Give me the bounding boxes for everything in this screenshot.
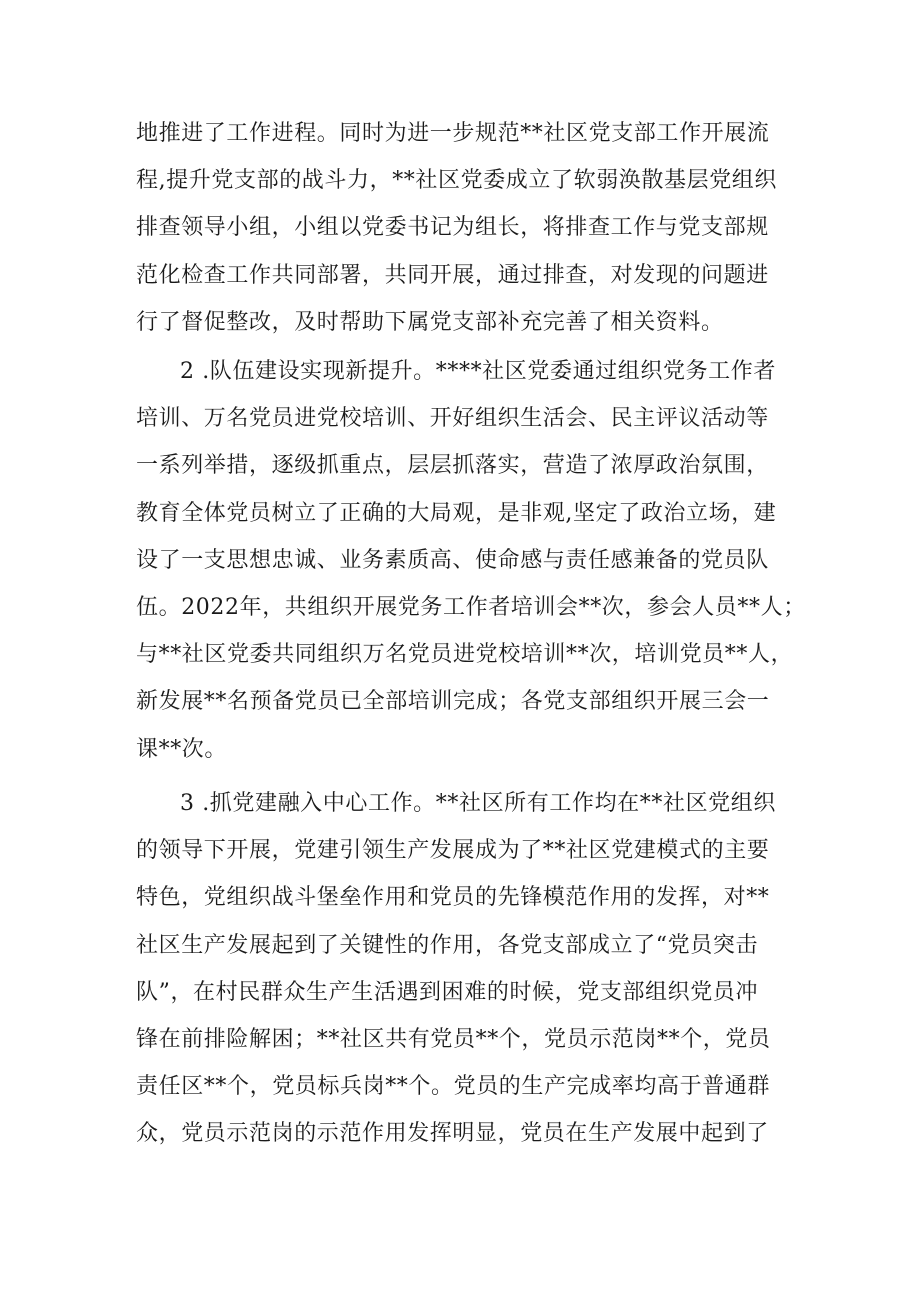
paragraph-text xyxy=(136,110,796,346)
text-line: 责任区**个，党员标兵岗**个。党员的生产完成率均高于普通群 xyxy=(136,1074,771,1100)
text-line: 的领导下开展，党建引领生产发展成为了**社区党建模式的主要 xyxy=(136,838,770,864)
text-line-heading: 2 .队伍建设实现新提升。****社区党委通过组织党务工作者 xyxy=(180,359,776,384)
text-line: 新发展**名预备党员已全部培训完成；各党支部组织开展三会一 xyxy=(136,689,770,715)
text-line: 课**次。 xyxy=(136,736,228,762)
text-line: 地推进了工作进程。同时为进一步规范**社区党支部工作开展流 xyxy=(136,121,770,146)
text-line: 教育全体党员树立了正确的大局观，是非观,坚定了政治立场，建 xyxy=(136,500,777,526)
text-line-heading: 3 .抓党建融入中心工作。**社区所有工作均在**社区党组织 xyxy=(180,791,776,816)
text-line: 排查领导小组，小组以党委书记为组长，将排查工作与党支部规 xyxy=(136,215,769,241)
paragraph-work-process xyxy=(136,110,796,346)
text-line: 一系列举措，逐级抓重点，层层抓落实，营造了浓厚政治氛围， xyxy=(136,453,769,479)
text-line: 设了一支思想忠诚、业务素质高、使命感与责任感兼备的党员队 xyxy=(136,547,769,573)
text-line: 伍。2022年，共组织开展党务工作者培训会**次，参会人员**人； xyxy=(136,595,806,621)
text-line: 培训、万名党员进党校培训、开好组织生活会、民主评议活动等 xyxy=(136,406,769,432)
text-line: 锋在前排险解困；**社区共有党员**个，党员示范岗**个，党员 xyxy=(136,1027,771,1053)
text-line: 社区生产发展起到了关键性的作用，各党支部成立了“党员突击 xyxy=(136,932,759,958)
paragraph-text xyxy=(136,348,806,773)
text-line: 范化检查工作共同部署，共同开展，通过排查，对发现的问题进 xyxy=(136,262,769,288)
paragraph-central-work xyxy=(136,780,796,1158)
text-line: 与**社区党委共同组织万名党员进党校培训**次，培训党员**人， xyxy=(136,642,794,668)
paragraph-team-building xyxy=(136,348,806,773)
text-line: 特色，党组织战斗堡垒作用和党员的先锋模范作用的发挥，对** xyxy=(136,885,770,911)
text-line: 程,提升党支部的战斗力，**社区党委成立了软弱涣散基层党组织 xyxy=(136,168,777,194)
text-line: 行了督促整改，及时帮助下属党支部补充完善了相关资料。 xyxy=(136,309,724,335)
paragraph-text xyxy=(136,780,796,1158)
text-line: 队”，在村民群众生产生活遇到困难的时候，党支部组织党员冲 xyxy=(136,979,759,1005)
text-line: 众，党员示范岗的示范作用发挥明显，党员在生产发展中起到了 xyxy=(136,1121,769,1147)
